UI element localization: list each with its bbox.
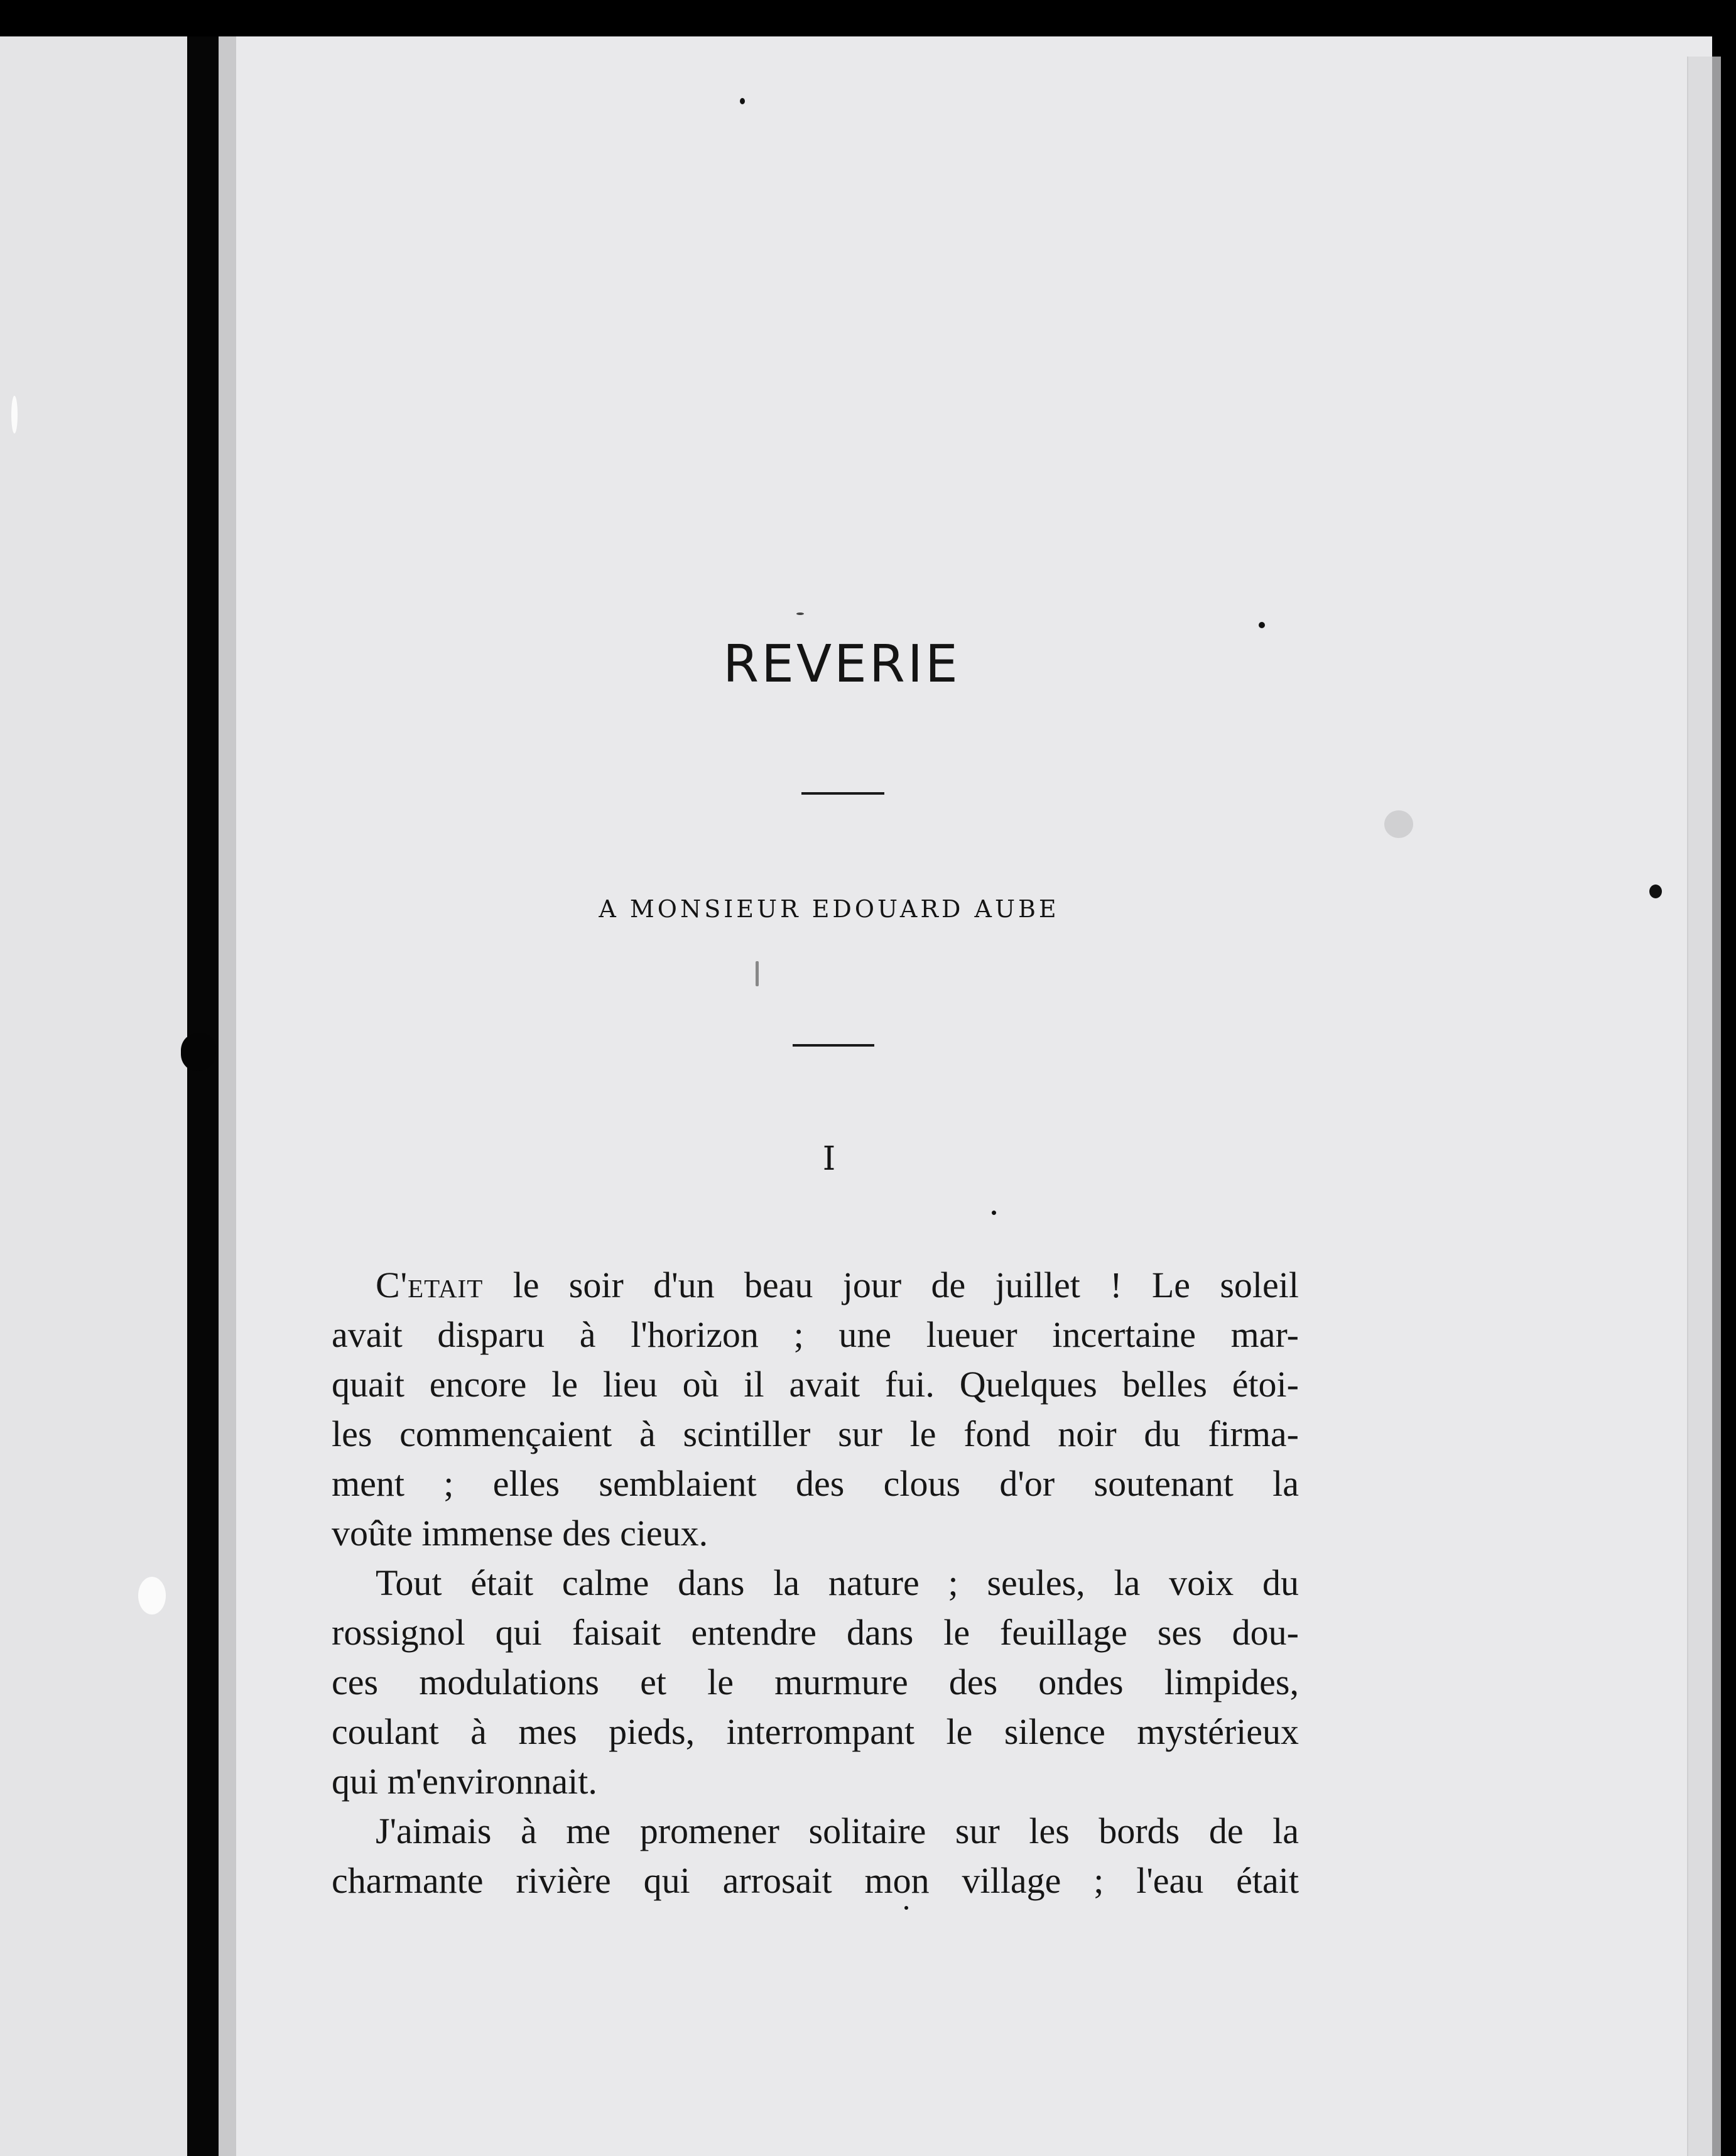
body-line: ces modulations et le murmure des ondes limpides, — [332, 1662, 1299, 1702]
paper-spot — [11, 396, 18, 433]
body-line: rossignol qui faisait entendre dans le feuillage ses dou- — [332, 1612, 1299, 1653]
body-line: C'etait le soir d'un beau jour de juillet ! Le soleil — [376, 1265, 1299, 1305]
book-binding — [187, 36, 219, 2156]
page-edge — [1687, 57, 1713, 2156]
ink-speck — [1649, 885, 1662, 898]
page-title: REVERIE — [723, 634, 960, 694]
page-edge-shadow — [1712, 57, 1721, 2156]
ink-speck — [1259, 622, 1265, 628]
body-line: avait disparu à l'horizon ; une lueuer incertaine mar- — [332, 1314, 1299, 1355]
binding-thread-knot — [181, 1033, 216, 1071]
dedication-rule — [793, 1044, 874, 1047]
body-line: charmante rivière qui arrosait mon village ; l'eau était — [332, 1860, 1299, 1901]
ink-speck — [904, 1906, 908, 1910]
body-text — [332, 1260, 1299, 1905]
dedication: A MONSIEUR EDOUARD AUBE — [599, 895, 1060, 923]
body-line: J'aimais à me promener solitaire sur les bords de la — [376, 1810, 1299, 1851]
body-line: quait encore le lieu où il avait fui. Quelques belles étoi- — [332, 1364, 1299, 1405]
ink-speck — [756, 961, 759, 986]
body-line: qui m'environnait. — [332, 1761, 597, 1802]
section-number: I — [822, 1140, 836, 1178]
paper-spot — [138, 1577, 166, 1614]
ink-speck — [740, 98, 745, 104]
gutter-shadow — [219, 36, 236, 2156]
ink-speck — [796, 612, 804, 615]
ink-speck — [992, 1211, 996, 1215]
title-rule — [801, 792, 884, 795]
body-line: Tout était calme dans la nature ; seules, la voix du — [376, 1562, 1299, 1603]
left-facing-page — [0, 36, 187, 2156]
body-line: voûte immense des cieux. — [332, 1513, 708, 1554]
body-line: ment ; elles semblaient des clous d'or soutenant la — [332, 1463, 1299, 1504]
body-line: les commençaient à scintiller sur le fond noir du firma- — [332, 1413, 1299, 1454]
paper-smudge — [1384, 810, 1413, 838]
body-line: coulant à mes pieds, interrompant le silence mystérieux — [332, 1711, 1299, 1752]
lead-word: C'etait — [376, 1265, 484, 1305]
